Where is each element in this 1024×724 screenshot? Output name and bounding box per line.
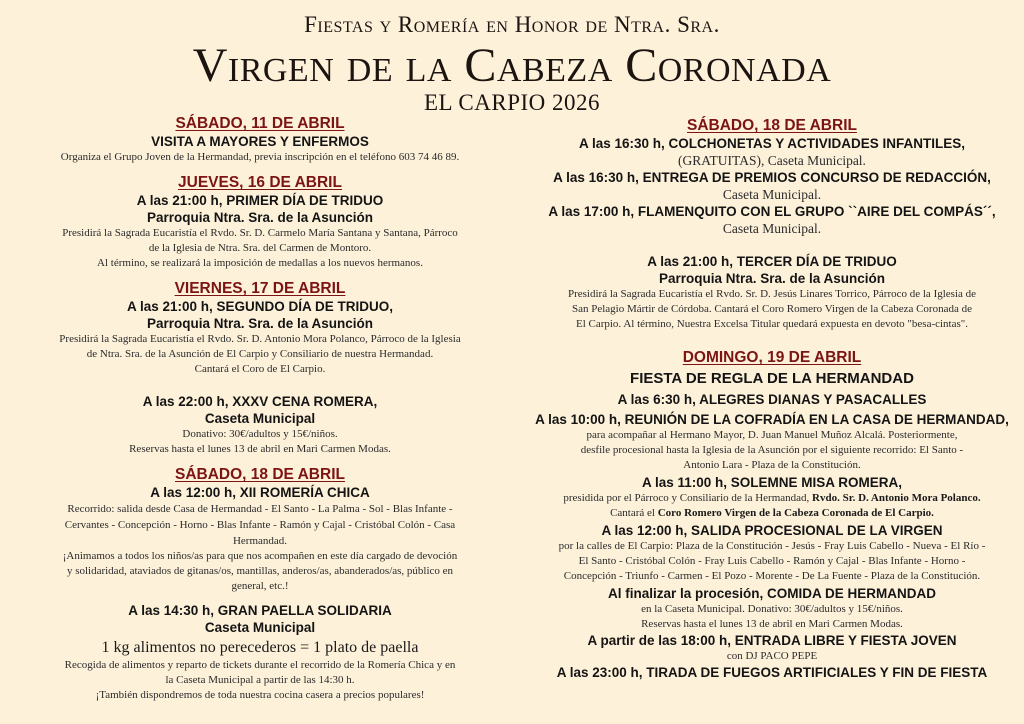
date-heading: JUEVES, 16 DE ABRIL xyxy=(178,174,342,191)
event-note: San Pelagio Mártir de Córdoba. Cantará el Coro Romero Virgen de la Cabeza Coronada de xyxy=(571,303,972,315)
event-title: A las 16:30 h, ENTREGA DE PREMIOS CONCURSO DE REDACCIÓN, xyxy=(553,170,991,185)
poster-title: Virgen de la Cabeza Coronada xyxy=(192,39,832,92)
event-place: Caseta Municipal xyxy=(204,411,316,426)
event-note: ¡Animamos a todos los niños/as para que nos acompañen en este día cargado de devoción xyxy=(62,550,458,562)
right-column xyxy=(520,116,1024,681)
event-note: Presidirá la Sagrada Eucaristía el Rvdo. Sr. D. Carmelo María Santana y Santana, Párroco xyxy=(62,227,458,239)
event-note: Caseta Municipal. xyxy=(722,221,822,236)
event-title: A las 10:00 h, REUNIÓN DE LA COFRADÍA EN LA CASA DE HERMANDAD, xyxy=(535,412,1009,427)
event-note: Presidirá la Sagrada Eucaristía el Rvdo. Sr. D. Antonio Mora Polanco, Párroco de la Iglesia xyxy=(59,333,461,345)
date-heading: SÁBADO, 11 DE ABRIL xyxy=(175,115,345,132)
event-title: A las 11:00 h, SOLEMNE MISA ROMERA, xyxy=(641,475,903,490)
event-note: Recorrido: salida desde Casa de Hermandad - El Santo - La Palma - Sol - Blas Infante - xyxy=(67,503,453,515)
poster-subtitle: Fiestas y Romería en Honor de Ntra. Sra. xyxy=(304,12,720,37)
date-heading: SÁBADO, 18 DE ABRIL xyxy=(687,117,857,134)
event-title: A las 21:00 h, TERCER DÍA DE TRIDUO xyxy=(647,254,897,269)
event-note: Antonio Lara - Plaza de la Constitución. xyxy=(683,459,861,471)
event-place: Parroquia Ntra. Sra. de la Asunción xyxy=(146,210,374,225)
event-place: Parroquia Ntra. Sra. de la Asunción xyxy=(146,316,374,331)
event-title: A las 22:00 h, XXXV CENA ROMERA, xyxy=(142,394,378,409)
event-note: Cervantes - Concepción - Horno - Blas Infante - Ramón y Cajal - Cristóbal Colón - Casa xyxy=(64,519,456,531)
day-section-sabado-18-morning xyxy=(0,465,520,703)
event-note-text: Cantará el xyxy=(610,507,658,519)
date-heading: DOMINGO, 19 DE ABRIL xyxy=(682,349,862,366)
event-note: la Caseta Municipal a partir de las 14:30 h. xyxy=(165,674,355,686)
event-note: El Santo - Cristóbal Colón - Fray Luis Cabello - Ramón y Cajal - Blas Infante - Horno - xyxy=(578,555,966,567)
event-note: Al término, se realizará la imposición de medallas a los nuevos hermanos. xyxy=(97,257,423,269)
event-note: El Carpio. Al término, Nuestra Excelsa Titular quedará expuesta en devoto "besa-cintas". xyxy=(575,318,969,330)
event-note-bold: Rvdo. Sr. D. Antonio Mora Polanco. xyxy=(812,492,981,504)
event-note: (GRATUITAS), Caseta Municipal. xyxy=(678,153,866,168)
event-title: A las 21:00 h, SEGUNDO DÍA DE TRIDUO, xyxy=(126,299,394,314)
event-note: en la Caseta Municipal. Donativo: 30€/adultos y 15€/niños. xyxy=(641,603,903,615)
event-note: de Ntra. Sra. de la Asunción de El Carpio y Consiliario de nuestra Hermandad. xyxy=(86,348,434,360)
event-note xyxy=(520,491,1024,506)
day-section-jueves-16 xyxy=(0,173,520,271)
event-title: A las 12:00 h, XII ROMERÍA CHICA xyxy=(150,485,370,500)
day-section-sabado-11 xyxy=(0,114,520,165)
event-note: Presidirá la Sagrada Eucaristía el Rvdo. Sr. D. Jesús Linares Torrico, Párroco de la Iglesia de xyxy=(567,288,977,300)
event-title: A las 14:30 h, GRAN PAELLA SOLIDARIA xyxy=(128,603,392,618)
event-note: con DJ PACO PEPE xyxy=(726,650,818,662)
event-note: desfile procesional hasta la Iglesia de la Asunción por el siguiente recorrido: El Santo - xyxy=(580,444,964,456)
event-note: Organiza el Grupo Joven de la Hermandad, previa inscripción en el teléfono 603 74 46 89. xyxy=(60,151,460,163)
event-note: por la calles de El Carpio: Plaza de la Constitución - Jesús - Fray Luis Cabello - Nueva - El Río - xyxy=(558,540,986,552)
event-note: Cantará el Coro de El Carpio. xyxy=(194,363,326,375)
event-title: VISITA A MAYORES Y ENFERMOS xyxy=(151,134,369,149)
day-section-sabado-18-afternoon xyxy=(520,116,1024,332)
event-note-bold: Coro Romero Virgen de la Cabeza Coronada de El Carpio. xyxy=(657,507,934,519)
event-title: A las 17:00 h, FLAMENQUITO CON EL GRUPO ``AIRE DEL COMPÁS´´, xyxy=(548,204,996,219)
date-heading: VIERNES, 17 DE ABRIL xyxy=(174,280,346,297)
date-heading: SÁBADO, 18 DE ABRIL xyxy=(175,466,345,483)
event-title: A las 12:00 h, SALIDA PROCESIONAL DE LA VIRGEN xyxy=(601,523,943,538)
event-note: Donativo: 30€/adultos y 15€/niños. xyxy=(182,428,338,440)
event-note: y solidaridad, ataviados de gitanas/os, mantillas, anderos/as, abanderados/as, público en xyxy=(66,565,454,577)
event-note: Reservas hasta el lunes 13 de abril en Mari Carmen Modas. xyxy=(129,443,391,455)
left-column xyxy=(0,114,520,703)
poster-place-year: EL CARPIO 2026 xyxy=(423,90,601,115)
event-title: A las 6:30 h, ALEGRES DIANAS Y PASACALLES xyxy=(617,392,927,407)
event-note: Caseta Municipal. xyxy=(722,187,822,202)
event-note: Recogida de alimentos y reparto de tickets durante el recorrido de la Romería Chica y en xyxy=(64,659,456,671)
event-note-text: presidida por el Párroco y Consiliario de la Hermandad, xyxy=(563,492,813,504)
event-place: Parroquia Ntra. Sra. de la Asunción xyxy=(658,271,886,286)
event-note: de la Iglesia de Ntra. Sra. del Carmen de Montoro. xyxy=(148,242,372,254)
day-section-domingo-19 xyxy=(520,348,1024,681)
event-note: Hermandad. xyxy=(232,535,288,547)
section-title: FIESTA DE REGLA DE LA HERMANDAD xyxy=(630,370,914,387)
event-title: A partir de las 18:00 h, ENTRADA LIBRE Y FIESTA JOVEN xyxy=(587,633,957,648)
event-note: Reservas hasta el lunes 13 de abril en Mari Carmen Modas. xyxy=(641,618,903,630)
day-section-viernes-17 xyxy=(0,279,520,457)
event-note: para acompañar al Hermano Mayor, D. Juan Manuel Muñoz Alcalá. Posteriormente, xyxy=(586,429,958,441)
event-place: Caseta Municipal xyxy=(204,620,316,635)
event-title: A las 21:00 h, PRIMER DÍA DE TRIDUO xyxy=(136,193,384,208)
event-note: general, etc.! xyxy=(231,580,289,592)
event-note: Concepción - Triunfo - Carmen - El Pozo - Morente - De La Fuente - Plaza de la Constitución. xyxy=(563,570,981,582)
event-highlight: 1 kg alimentos no perecederos = 1 plato de paella xyxy=(101,639,419,656)
event-title: A las 16:30 h, COLCHONETAS Y ACTIVIDADES INFANTILES, xyxy=(578,136,966,151)
event-note xyxy=(520,506,1024,521)
event-note: ¡También dispondremos de toda nuestra cocina casera a precios populares! xyxy=(95,689,425,701)
event-title: Al finalizar la procesión, COMIDA DE HERMANDAD xyxy=(607,586,937,601)
event-title: A las 23:00 h, TIRADA DE FUEGOS ARTIFICIALES Y FIN DE FIESTA xyxy=(556,665,988,680)
